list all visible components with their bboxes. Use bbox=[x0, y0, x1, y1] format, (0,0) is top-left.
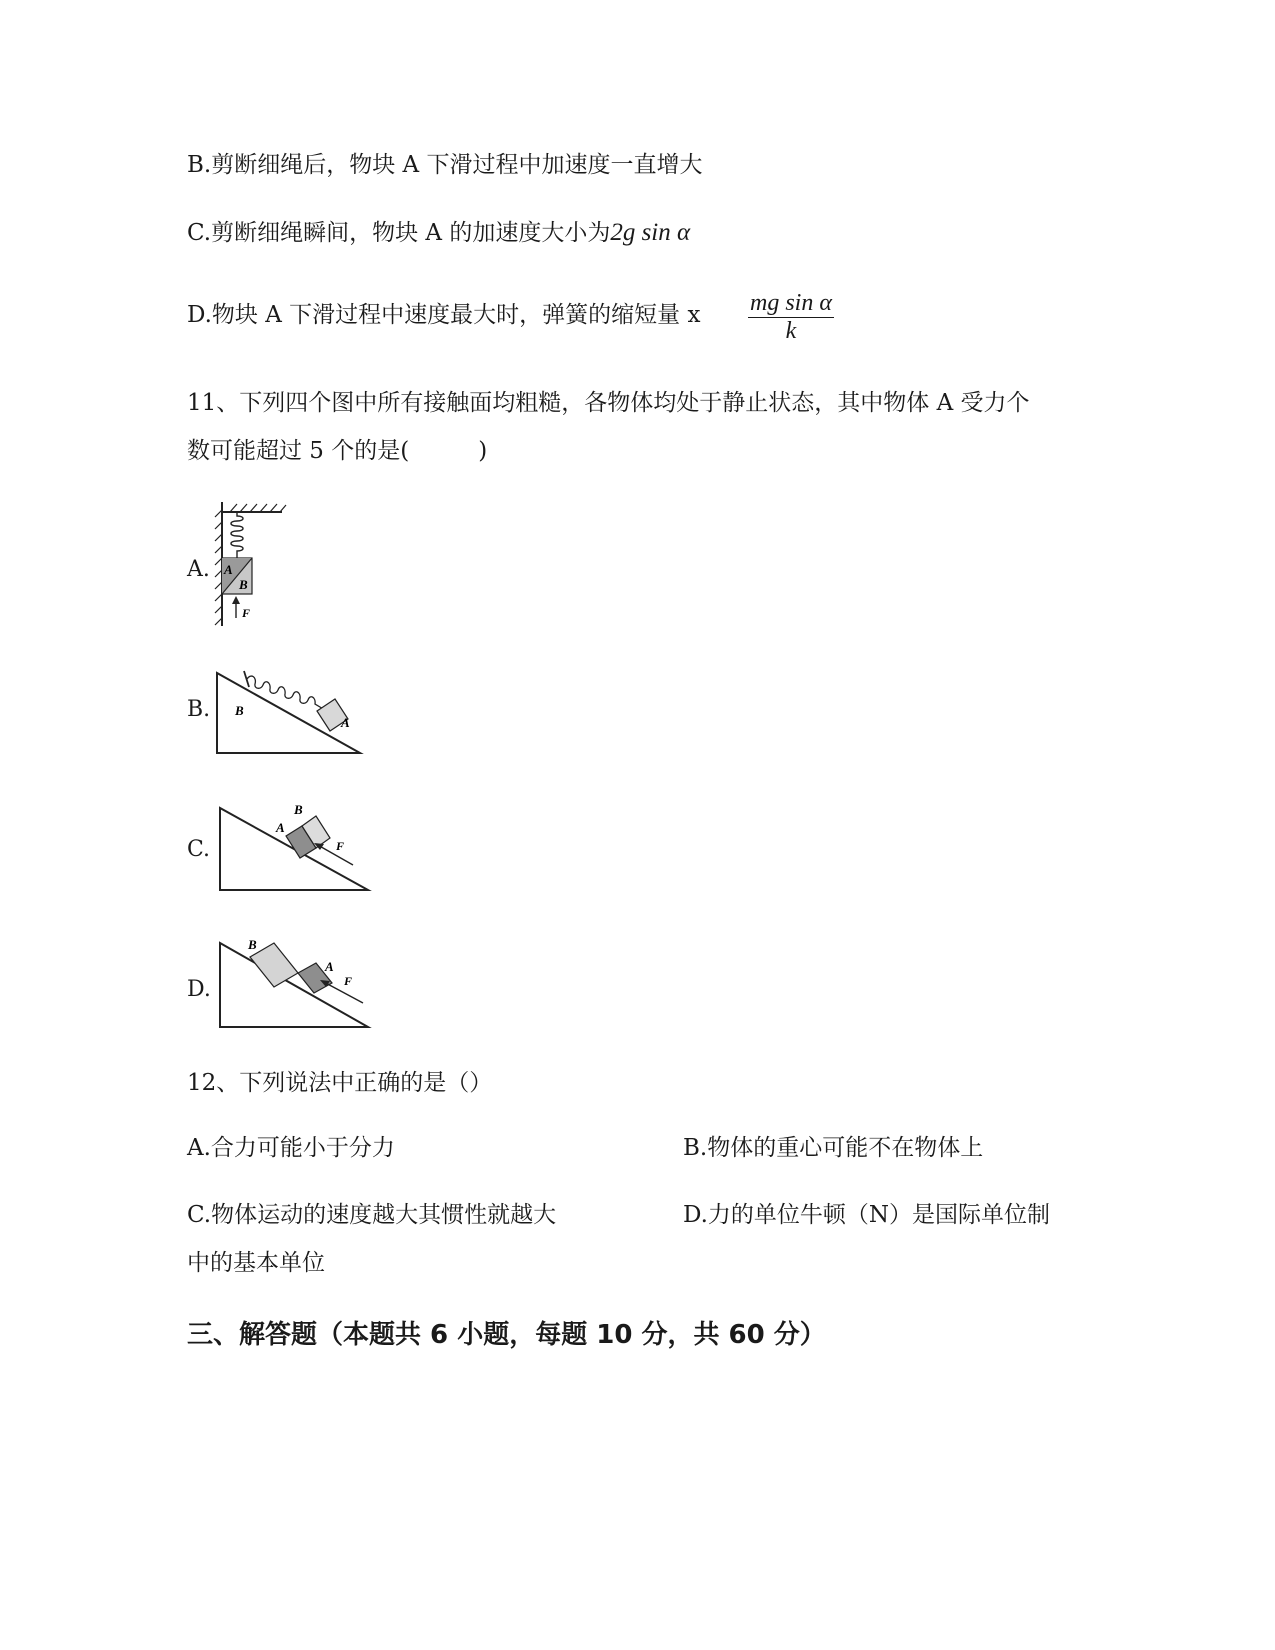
q11-figure-b bbox=[205, 665, 365, 765]
q11-figure-d bbox=[208, 935, 378, 1040]
force-letter: F bbox=[336, 839, 345, 853]
q10-option-b: B.剪断细绳后，物块 A 下滑过程中加速度一直增大 bbox=[187, 152, 703, 178]
wedge-b-letter: B bbox=[235, 703, 244, 718]
block-b-letter: B bbox=[239, 577, 248, 592]
q12-option-c-line2: 中的基本单位 bbox=[187, 1250, 325, 1276]
block-a-letter: A bbox=[224, 562, 233, 577]
q12-option-b: B.物体的重心可能不在物体上 bbox=[683, 1135, 984, 1161]
force-letter: F bbox=[242, 606, 251, 620]
spring-icon bbox=[231, 512, 243, 558]
block-a-letter: A bbox=[341, 715, 350, 730]
q11-figure-c bbox=[208, 800, 373, 900]
spring-anchor bbox=[244, 671, 249, 687]
block-a-letter: A bbox=[276, 820, 285, 835]
ceiling-hatch bbox=[230, 504, 286, 512]
q11-fig-d-label: D. bbox=[187, 977, 211, 1002]
q11-stem-line2: 数可能超过 5 个的是( ) bbox=[187, 438, 488, 464]
q11-fig-a-label: A. bbox=[187, 557, 210, 582]
q11-stem-line1: 11、下列四个图中所有接触面均粗糙，各物体均处于静止状态，其中物体 A 受力个 bbox=[187, 390, 1030, 416]
q12-option-d: D.力的单位牛顿（N）是国际单位制 bbox=[683, 1202, 1051, 1228]
section3-heading: 三、解答题（本题共 6 小题，每题 10 分，共 60 分） bbox=[187, 1320, 826, 1350]
block-a-letter: A bbox=[325, 959, 334, 974]
q10-option-c-text: C.剪断细绳瞬间，物块 A 的加速度大小为 bbox=[187, 220, 611, 246]
force-letter: F bbox=[344, 974, 353, 988]
arrow-head-icon bbox=[232, 596, 240, 604]
fraction-numerator: mg sin α bbox=[750, 290, 832, 316]
q10-option-d bbox=[187, 300, 700, 330]
q11-fig-b-label: B. bbox=[187, 697, 211, 722]
force-arrow bbox=[322, 981, 363, 1003]
q10-option-c-formula: 2g sin α bbox=[610, 219, 691, 246]
block-b-letter: B bbox=[248, 937, 257, 952]
fraction-denominator: k bbox=[785, 318, 797, 344]
q10-option-d-text: D.物块 A 下滑过程中速度最大时，弹簧的缩短量 x bbox=[187, 302, 701, 328]
q10-option-d-fraction bbox=[748, 290, 834, 345]
q12-stem: 12、下列说法中正确的是（） bbox=[187, 1070, 493, 1096]
block-b-letter: B bbox=[294, 802, 303, 817]
wall-hatch bbox=[215, 510, 222, 625]
q11-figure-a bbox=[212, 500, 287, 630]
q12-option-c-line1: C.物体运动的速度越大其惯性就越大 bbox=[187, 1202, 557, 1228]
q11-fig-c-label: C. bbox=[187, 837, 211, 862]
q10-option-c bbox=[187, 218, 690, 248]
q12-option-a: A.合力可能小于分力 bbox=[187, 1135, 395, 1161]
